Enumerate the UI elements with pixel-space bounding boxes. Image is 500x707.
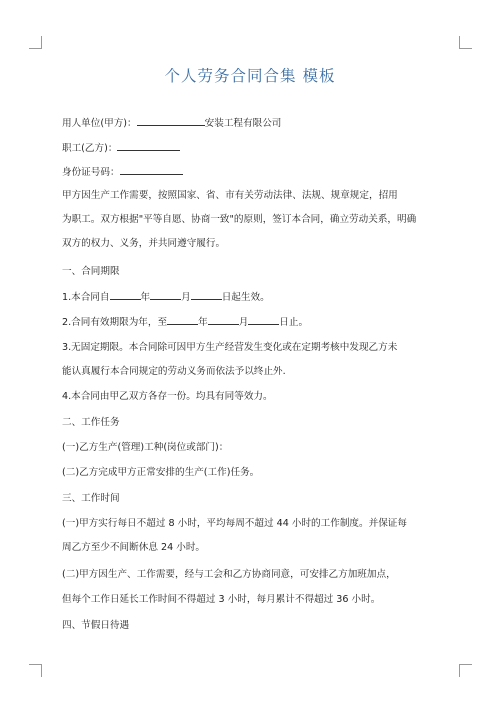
section3-item2-line-1: (二)甲方因生产、工作需要，经与工会和乙方协商同意，可安排乙方加班加点， bbox=[62, 569, 396, 580]
item1-suffix: 日起生效。 bbox=[221, 292, 270, 303]
section2-heading: 二、工作任务 bbox=[62, 417, 120, 428]
month-blank bbox=[150, 290, 181, 300]
day-blank bbox=[248, 315, 279, 325]
section1-heading: 一、合同期限 bbox=[62, 266, 120, 277]
section3-item1-line-2: 周乙方至少不间断休息 24 小时。 bbox=[62, 542, 206, 553]
id-label: 身份证号码： bbox=[62, 167, 120, 178]
document-title: 个人劳务合同合集 模板 bbox=[164, 67, 336, 85]
day-blank bbox=[191, 290, 222, 300]
employer-field bbox=[62, 116, 446, 131]
item2-suffix: 日止。 bbox=[279, 317, 309, 328]
item2-month: 月 bbox=[238, 317, 249, 328]
section3-heading: 三、工作时间 bbox=[62, 493, 120, 504]
intro-line-2: 为职工。双方根据"平等自愿、协商一致"的原则，签订本合同，确立劳动关系，明确 bbox=[62, 214, 417, 225]
section1-item4: 4.本合同由甲乙双方各存一份。均具有同等效力。 bbox=[62, 391, 273, 402]
section1-item1 bbox=[62, 290, 446, 305]
worker-blank bbox=[117, 141, 180, 151]
item1-year: 年 bbox=[140, 292, 151, 303]
section2-item1: (一)乙方生产(管理)工种(岗位或部门)： bbox=[62, 442, 229, 453]
section1-item2 bbox=[62, 315, 446, 330]
section1-item3-line-1: 3.无固定期限。本合同除可因甲方生产经营发生变化或在定期考核中发现乙方未 bbox=[62, 342, 398, 353]
intro-line-1: 甲方因生产工作需要，按照国家、省、市有关劳动法律、法规、规章规定，招用 bbox=[62, 190, 398, 201]
section2-item2: (二)乙方完成甲方正常安排的生产(工作)任务。 bbox=[62, 467, 260, 478]
id-field bbox=[62, 165, 446, 180]
month-blank bbox=[208, 315, 239, 325]
intro-line-3: 双方的权力、义务，并共同遵守履行。 bbox=[62, 238, 226, 249]
employer-blank bbox=[137, 116, 205, 126]
section4-heading: 四、节假日待遇 bbox=[62, 620, 130, 631]
page-corner-mark-bottom-left bbox=[29, 664, 42, 677]
section3-item1-line-1: (一)甲方实行每日不超过 8 小时，平均每周不超过 44 小时的工作制度。并保证每 bbox=[62, 518, 407, 529]
item1-month: 月 bbox=[181, 292, 191, 303]
year-blank bbox=[167, 315, 198, 325]
page-corner-mark-top-right bbox=[459, 36, 472, 49]
item2-year: 年 bbox=[198, 317, 208, 328]
employer-label: 用人单位(甲方)： bbox=[62, 118, 137, 129]
page-corner-mark-bottom-right bbox=[459, 664, 472, 677]
worker-field bbox=[62, 141, 446, 156]
item1-prefix: 1.本合同自 bbox=[62, 292, 110, 303]
id-blank bbox=[120, 165, 183, 175]
section3-item2-line-2: 但每个工作日延长工作时间不得超过 3 小时，每月累计不得超过 36 小时。 bbox=[62, 594, 381, 605]
employer-suffix: 安装工程有限公司 bbox=[204, 118, 282, 129]
item2-prefix: 2.合同有效期限为年，至 bbox=[62, 317, 168, 328]
section1-item3-line-2: 能认真履行本合同规定的劳动义务而依法予以终止外. bbox=[62, 366, 286, 377]
page-corner-mark-top-left bbox=[29, 36, 42, 49]
worker-label: 职工(乙方)： bbox=[62, 143, 118, 154]
year-blank bbox=[110, 290, 141, 300]
